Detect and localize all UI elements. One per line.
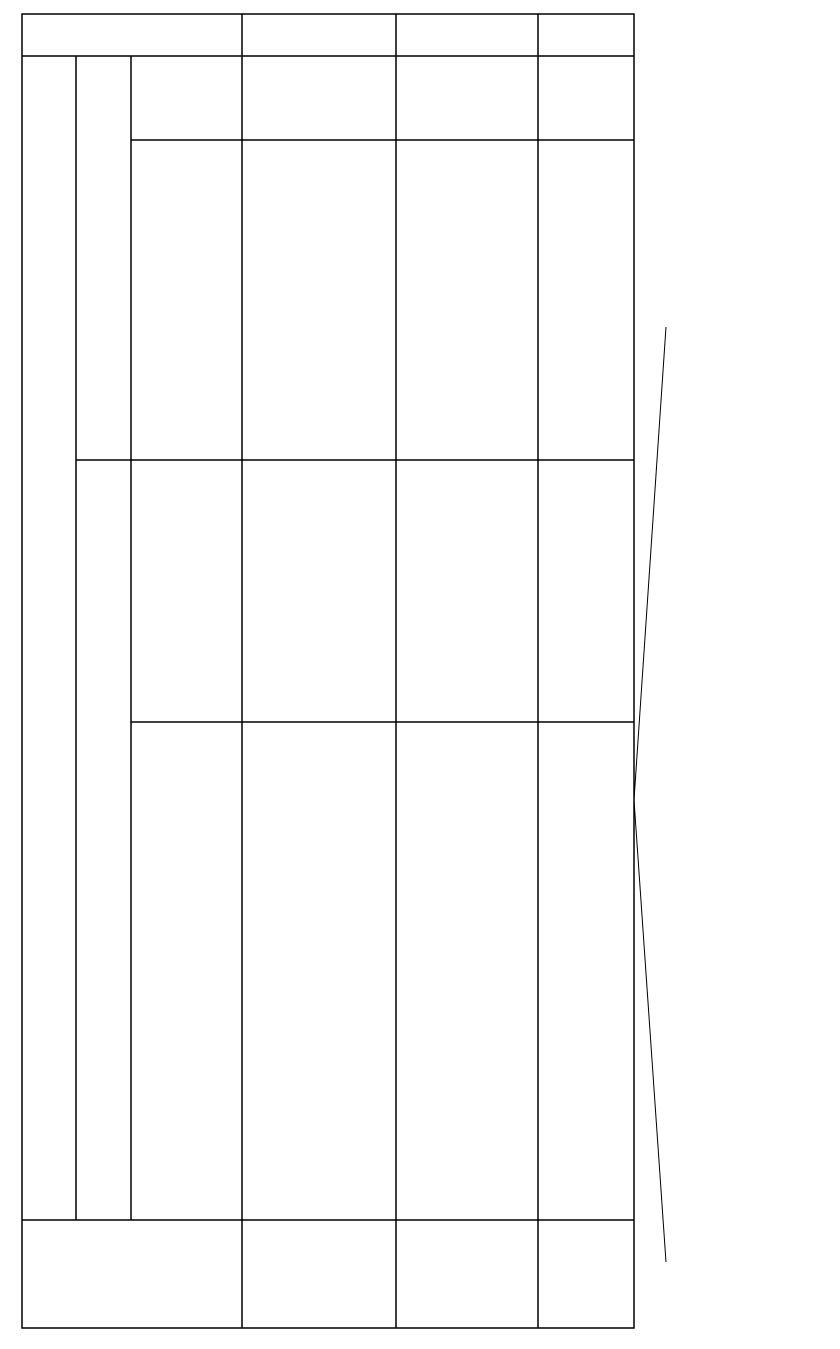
connector-line-bottom <box>634 800 666 1262</box>
table-grid <box>22 14 634 1328</box>
connector-line-top <box>634 327 666 800</box>
table-border <box>22 14 634 1328</box>
